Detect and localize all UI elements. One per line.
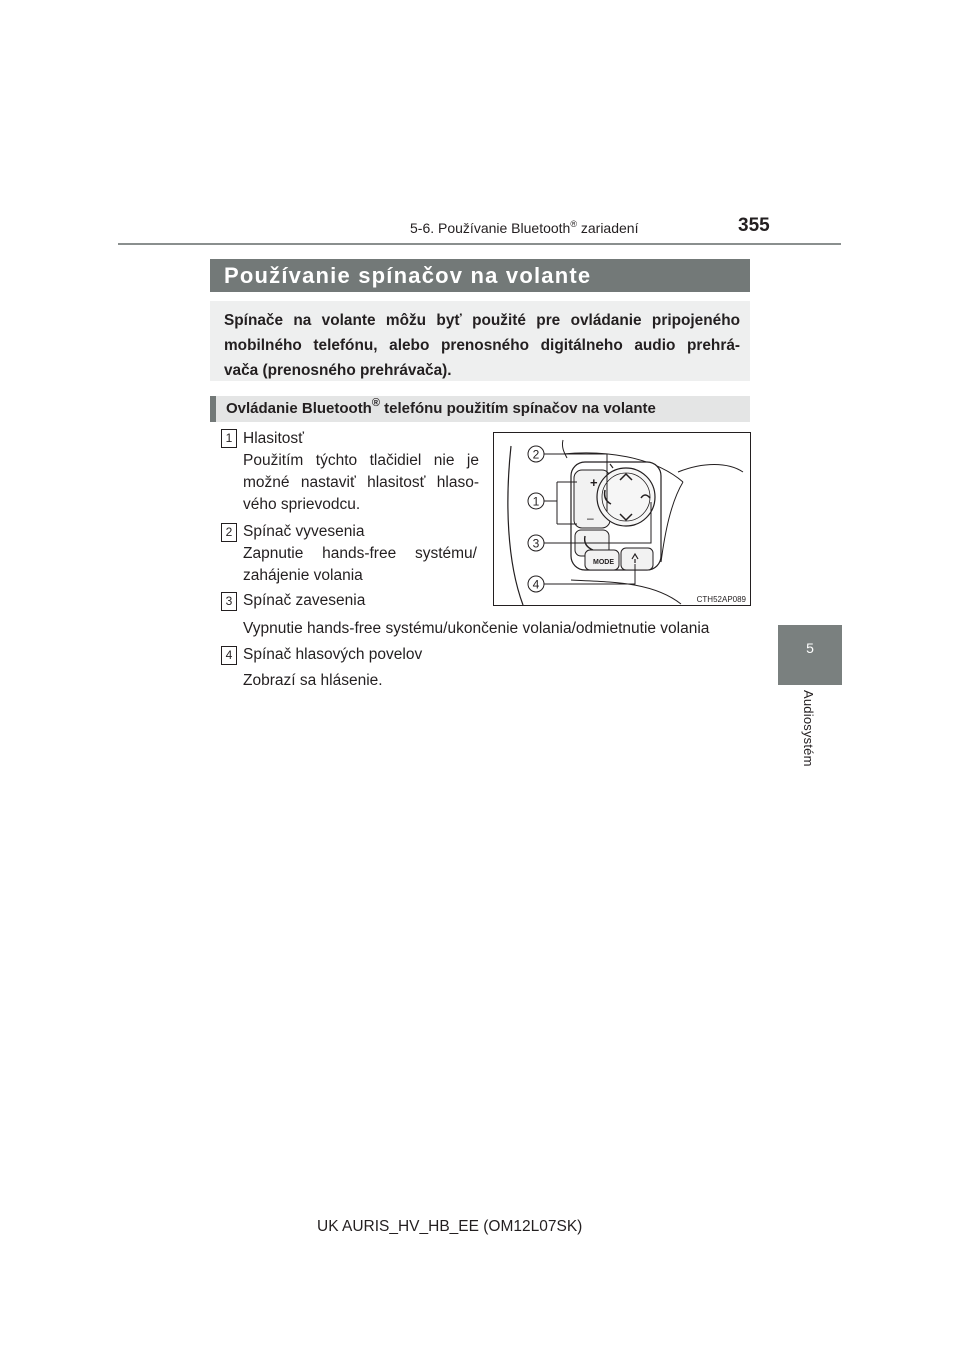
item-1-line-3: vého sprievodcu. [243, 496, 361, 513]
chapter-label: Audiosystém [801, 690, 816, 767]
registered-mark: ® [570, 219, 577, 229]
item-title-1: Hlasitosť [243, 430, 304, 447]
callout-label-2: 2 [532, 447, 540, 462]
item-title-4: Spínač hlasových povelov [243, 646, 423, 663]
item-1-line-1: Použitím týchto tlačidiel nie je [243, 452, 479, 469]
illustration-code: CTH52AP089 [696, 595, 746, 604]
voice-command-switch [621, 548, 653, 570]
subheading-prefix: Ovládanie Bluetooth [226, 400, 372, 417]
callout-label-4: 4 [532, 577, 540, 592]
section-title-suffix: zariadení [576, 220, 639, 236]
header-rule [118, 243, 841, 245]
page-title: Používanie spínačov na volante [210, 259, 750, 292]
item-2-line-1: Zapnutie hands-free systému/ [243, 545, 477, 562]
callout-label-3: 3 [532, 536, 540, 551]
item-title-2: Spínač vyvesenia [243, 523, 365, 540]
subheading [210, 396, 750, 422]
volume-minus-icon: – [587, 511, 594, 525]
intro-line-3: vača (prenosného prehrávača). [224, 362, 452, 379]
chapter-number: 5 [806, 640, 814, 656]
item-3-line-1: Vypnutie hands-free systému/ukončenie volania/odmietnutie volania [243, 620, 710, 637]
item-2-line-2: zahájenie volania [243, 567, 363, 584]
section-title [410, 220, 638, 236]
item-number-4: 4 [221, 646, 237, 665]
item-number-3: 3 [221, 592, 237, 611]
page-number: 355 [738, 215, 770, 236]
callout-label-1: 1 [532, 494, 540, 509]
steering-switch-illustration [493, 432, 751, 606]
item-4-line-1: Zobrazí sa hlásenie. [243, 672, 383, 689]
intro-box [210, 301, 750, 381]
mode-button-label: MODE [593, 559, 614, 566]
item-number-1: 1 [221, 429, 237, 448]
registered-mark: ® [371, 397, 380, 409]
volume-plus-icon: + [590, 475, 598, 490]
section-title-prefix: 5-6. Používanie Bluetooth [410, 220, 571, 236]
subheading-suffix: telefónu použitím spínačov na volante [379, 400, 656, 417]
item-1-line-2: možné nastaviť hlasitosť hlaso- [243, 474, 479, 491]
item-number-2: 2 [221, 523, 237, 542]
intro-line-2: mobilného telefónu, alebo prenosného digitálneho audio prehrá- [224, 337, 740, 354]
intro-line-1: Spínače na volante môžu byť použité pre ovládanie pripojeného [224, 312, 740, 329]
footer-model: UK AURIS_HV_HB_EE (OM12L07SK) [317, 1218, 583, 1235]
item-title-3: Spínač zavesenia [243, 592, 366, 609]
